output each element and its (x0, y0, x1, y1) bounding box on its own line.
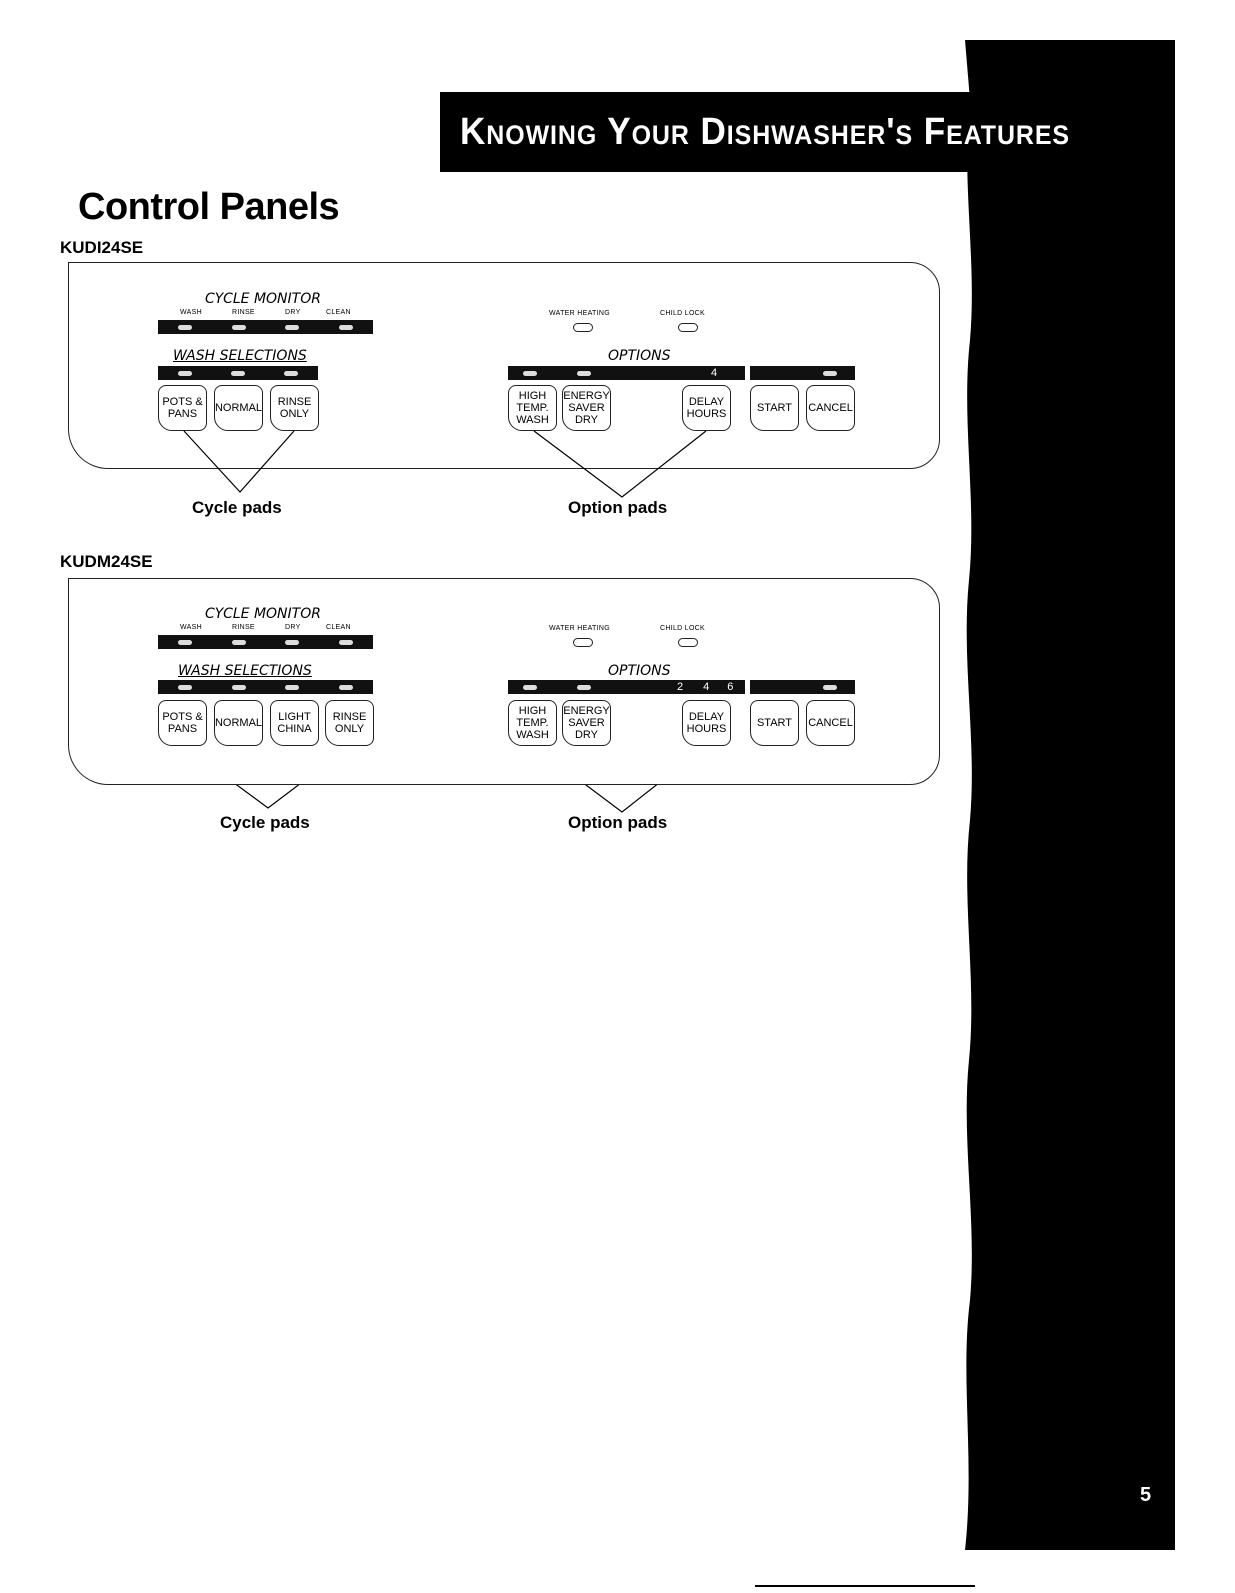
section-banner: Knowing Your Dishwasher's Features (440, 92, 1080, 172)
normal-pad[interactable]: NORMAL (214, 385, 263, 431)
page-number: 5 (1140, 1484, 1152, 1506)
monitor-label-clean: CLEAN (326, 624, 351, 631)
rinse-only-pad[interactable]: RINSE ONLY (270, 385, 319, 431)
monitor-label-dry: DRY (285, 624, 301, 631)
monitor-label-dry: DRY (285, 309, 301, 316)
led-indicator (823, 685, 837, 690)
options-strip (508, 680, 745, 694)
delay-hours-number: 4 (703, 681, 710, 693)
child-lock-label: CHILD LOCK (660, 310, 706, 317)
options-heading: OPTIONS (608, 663, 671, 679)
delay-hours-pad[interactable]: DELAY HOURS (682, 385, 731, 431)
start-pad[interactable]: START (750, 385, 799, 431)
monitor-label-wash: WASH (180, 624, 202, 631)
rinse-only-pad[interactable]: RINSE ONLY (325, 700, 374, 746)
led-indicator (285, 640, 299, 645)
water-heating-label: WATER HEATING (549, 625, 610, 632)
led-indicator (577, 685, 591, 690)
wash-selections-heading: WASH SELECTIONS (178, 663, 312, 679)
water-heating-indicator (573, 638, 593, 647)
cancel-pad[interactable]: CANCEL (806, 700, 855, 746)
light-china-pad[interactable]: LIGHT CHINA (270, 700, 319, 746)
water-heating-label: WATER HEATING (549, 310, 610, 317)
cycle-monitor-heading: CYCLE MONITOR (205, 606, 321, 622)
monitor-label-clean: CLEAN (326, 309, 351, 316)
monitor-label-rinse: RINSE (232, 624, 255, 631)
led-indicator (523, 685, 537, 690)
delay-hours-number: 6 (727, 681, 734, 693)
delay-hours-number: 4 (711, 367, 718, 379)
led-indicator (232, 640, 246, 645)
model-label-1: KUDI24SE (60, 238, 144, 257)
model-label-2: KUDM24SE (60, 552, 153, 571)
cycle-pads-caption: Cycle pads (220, 813, 310, 832)
bottom-rule (755, 1585, 975, 1587)
monitor-label-wash: WASH (180, 309, 202, 316)
led-indicator (339, 640, 353, 645)
pots-pans-pad[interactable]: POTS & PANS (158, 385, 207, 431)
pots-pans-pad[interactable]: POTS & PANS (158, 700, 207, 746)
monitor-label-rinse: RINSE (232, 309, 255, 316)
high-temp-wash-pad[interactable]: HIGH TEMP. WASH (508, 700, 557, 746)
led-indicator (285, 685, 299, 690)
side-black-bar (965, 40, 1175, 1550)
high-temp-wash-pad[interactable]: HIGH TEMP. WASH (508, 385, 557, 431)
child-lock-indicator (678, 638, 698, 647)
delay-hours-number: 2 (677, 681, 684, 693)
cycle-pads-caption: Cycle pads (192, 498, 282, 517)
normal-pad[interactable]: NORMAL (214, 700, 263, 746)
cycle-monitor-heading: CYCLE MONITOR (205, 291, 321, 307)
cancel-pad[interactable]: CANCEL (806, 385, 855, 431)
energy-saver-dry-pad[interactable]: ENERGY SAVER DRY (562, 385, 611, 431)
wash-selections-strip (158, 680, 373, 694)
led-indicator (232, 685, 246, 690)
led-indicator (178, 685, 192, 690)
energy-saver-dry-pad[interactable]: ENERGY SAVER DRY (562, 700, 611, 746)
option-pads-caption: Option pads (568, 498, 668, 517)
led-indicator (339, 685, 353, 690)
delay-hours-pad[interactable]: DELAY HOURS (682, 700, 731, 746)
child-lock-label: CHILD LOCK (660, 625, 706, 632)
led-indicator (178, 640, 192, 645)
option-pads-caption: Option pads (568, 813, 668, 832)
page-title: Control Panels (78, 186, 340, 228)
start-cancel-strip (750, 680, 855, 694)
wash-selections-heading: WASH SELECTIONS (173, 348, 307, 364)
cycle-monitor-strip (158, 635, 373, 649)
start-pad[interactable]: START (750, 700, 799, 746)
options-heading: OPTIONS (608, 348, 671, 364)
